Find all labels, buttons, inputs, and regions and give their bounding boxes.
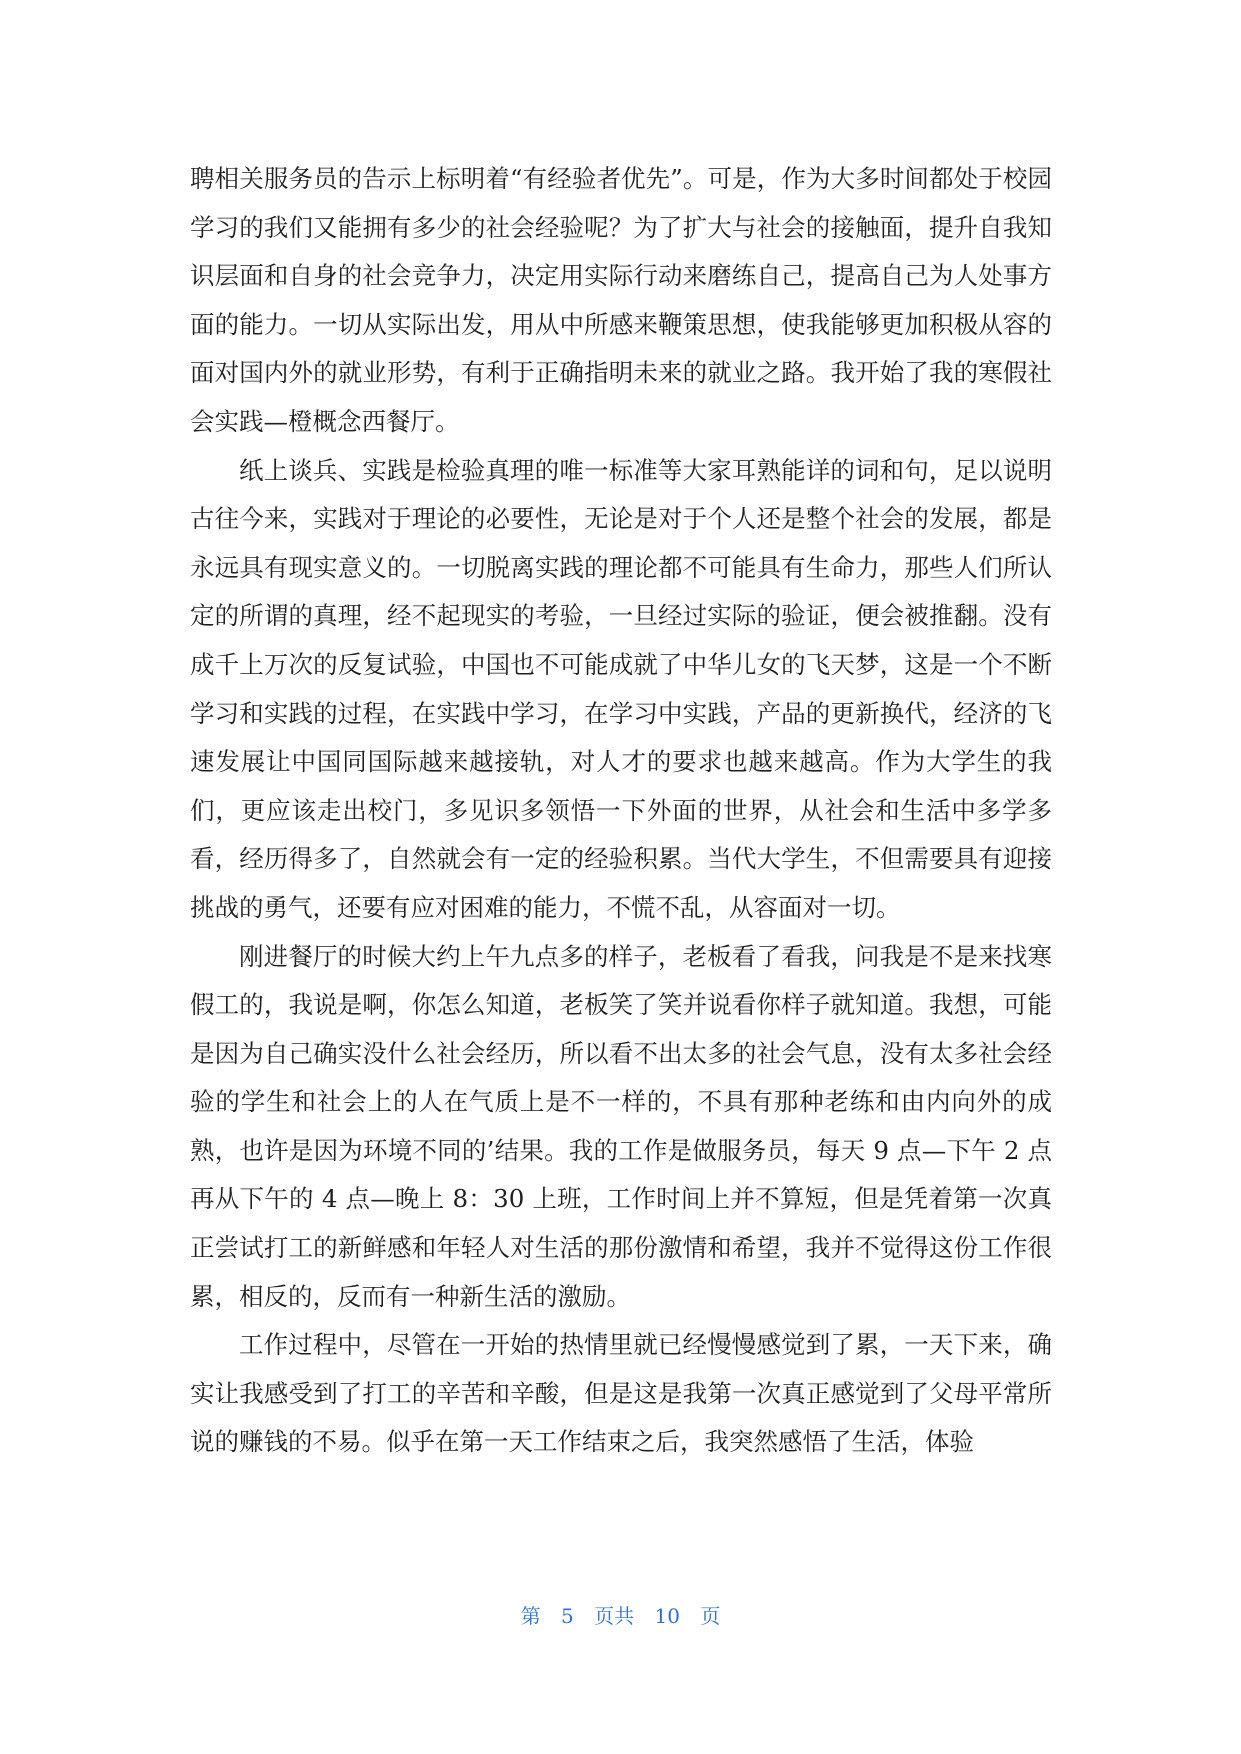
paragraph: 工作过程中，尽管在一开始的热情里就已经慢慢感觉到了累，一天下来，确实让我感受到了打工的辛苦和辛酸，但是这是我第一次真正感觉到了父母平常所说的赚钱的不易。似乎在第一天工作结束之后，我突然感悟了生活，体验 [190, 1330, 1052, 1457]
paragraph: 纸上谈兵、实践是检验真理的唯一标准等大家耳熟能详的词和句，足以说明古往今来，实践对于理论的必要性，无论是对于个人还是整个社会的发展，都是永远具有现实意义的。一切脱离实践的理论都不可能具有生命力，那些人们所认定的所谓的真理，经不起现实的考验，一旦经过实际的验证，便会被推翻。没有成千上万次的反复试验，中国也不可能成就了中华儿女的飞天梦，这是一个不断学习和实践的过程，在实践中学习，在学习中实践，产品的更新换代，经济的飞速发展让中国同国际越来越接轨，对人才的要求也越来越高。作为大学生的我们，更应该走出校门，多见识多领悟一下外面的世界，从社会和生活中多学多看，经历得多了，自然就会有一定的经验积累。当代大学生，不但需要具有迎接挑战的勇气，还要有应对困难的能力，不慌不乱，从容面对一切。 [190, 455, 1052, 922]
page-number-footer [0, 1600, 1241, 1629]
document-body [190, 155, 1052, 1467]
current-page-number: 5 [561, 1604, 574, 1628]
footer-label-di: 第 [520, 1604, 541, 1628]
footer-label-ye: 页 [700, 1604, 721, 1628]
total-pages-number: 10 [654, 1604, 680, 1628]
paragraph: 刚进餐厅的时候大约上午九点多的样子，老板看了看我，问我是不是来找寒假工的，我说是啊，你怎么知道，老板笑了笑并说看你样子就知道。我想，可能是因为自己确实没什么社会经历，所以看不出太多的社会气息，没有太多社会经验的学生和社会上的人在气质上是不一样的，不具有那种老练和由内向外的成熟，也许是因为环境不同的’结果。我的工作是做服务员，每天 9 点—下午 2 点再从下午的 4 点—晚上 8：30 上班，工作时间上并不算短，但是凭着第一次真正尝试打工的新鲜感和年轻人对生活的那份激情和希望，我并不觉得这份工作很累，相反的，反而有一种新生活的激励。 [190, 941, 1052, 1311]
footer-label-ye-gong: 页共 [594, 1604, 635, 1628]
paragraph: 聘相关服务员的告示上标明着“有经验者优先”。可是，作为大多时间都处于校园学习的我们又能拥有多少的社会经验呢？为了扩大与社会的接触面，提升自我知识层面和自身的社会竞争力，决定用实际行动来磨练自己，提高自己为人处事方面的能力。一切从实际出发，用从中所感来鞭策思想，使我能够更加积极从容的面对国内外的就业形势，有利于正确指明未来的就业之路。我开始了我的寒假社会实践—橙概念西餐厅。 [190, 164, 1052, 436]
